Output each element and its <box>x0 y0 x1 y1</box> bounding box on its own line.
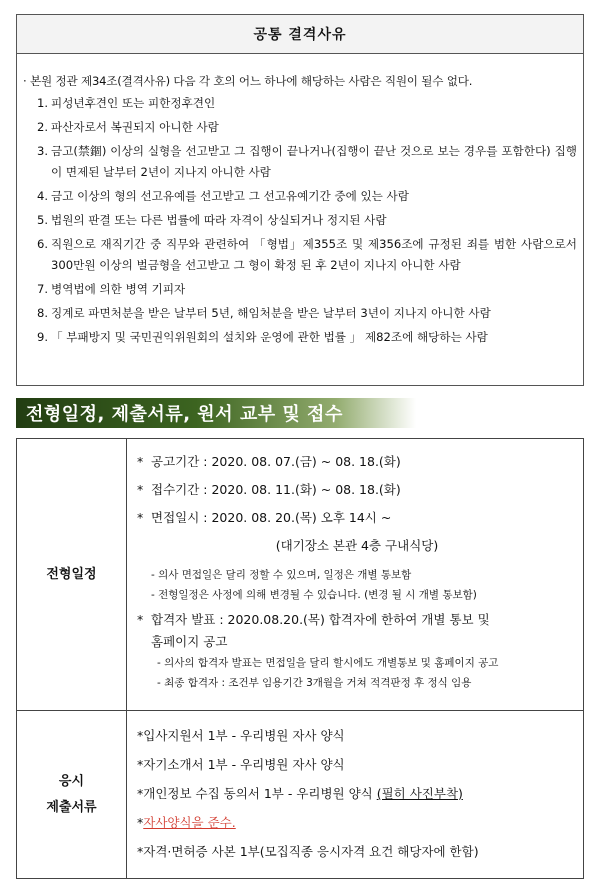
list-item: 6. 직원으로 재직기간 중 직무와 관련하여 「형법」제355조 및 제356조에 규정된 죄를 범한 사람으로서 300만원 이상의 벌금형을 선고받고 그 형이 확정 된 후 2년이 지나지 아니한 사람 <box>37 237 577 272</box>
documents-content <box>127 711 583 878</box>
schedule-note-doctor: - 의사 면접일은 달리 정할 수 있으며, 일정은 개별 통보함 <box>151 569 412 581</box>
list-item: 5. 법원의 판결 또는 다른 법률에 따라 자격이 상실되거나 정지된 사람 <box>37 213 387 227</box>
document-application: *입사지원서 1부 - 우리병원 자사 양식 <box>137 728 345 743</box>
documents-row <box>17 711 583 878</box>
list-item: 8. 징계로 파면처분을 받은 날부터 5년, 해임처분을 받은 날부터 3년이 지나지 아니한 사람 <box>37 306 491 320</box>
schedule-table <box>16 438 584 879</box>
disqualification-intro: · 본원 정관 제34조(결격사유) 다음 각 호의 어느 하나에 해당하는 사람은 직원이 될수 없다. <box>23 74 473 88</box>
schedule-content <box>127 439 583 710</box>
interview-place: (대기장소 본관 4층 구내식당) <box>275 538 439 553</box>
announcement-note-doctor: - 의사의 합격자 발표는 면접일을 달리 할시에도 개별통보 및 홈페이지 공고 <box>157 657 499 669</box>
document-form-notice: *자사양식을 준수. <box>137 815 236 830</box>
list-item: 3. 금고(禁錮) 이상의 실형을 선고받고 그 집행이 끝나거나(집행이 끝난 것으로 보는 경우를 포함한다) 집행이 면제된 날부터 2년이 지나지 아니한 사람 <box>37 144 577 179</box>
documents-label: 응시 제출서류 <box>17 711 127 878</box>
schedule-row <box>17 439 583 711</box>
announcement-cont: 홈페이지 공고 <box>151 634 228 649</box>
disqualification-title: 공통 결격사유 <box>17 15 583 54</box>
notice-period: * 공고기간 : 2020. 08. 07.(금) ~ 08. 18.(화) <box>137 454 401 469</box>
list-item: 2. 파산자로서 복권되지 아니한 사람 <box>37 120 219 134</box>
list-item: 1. 피성년후견인 또는 피한정후견인 <box>37 96 216 110</box>
photo-required-note: (필히 사진부착) <box>376 786 463 801</box>
document-self-intro: *자기소개서 1부 - 우리병원 자사 양식 <box>137 757 345 772</box>
schedule-label: 전형일정 <box>17 439 127 710</box>
document-license-copy: *자격·면허증 사본 1부(모집직종 응시자격 요건 해당자에 한함) <box>137 844 479 859</box>
receipt-period: * 접수기간 : 2020. 08. 11.(화) ~ 08. 18.(화) <box>137 482 401 497</box>
disqualification-list <box>37 93 577 351</box>
list-item: 9. 「 부패방지 및 국민권익위원회의 설치와 운영에 관한 법률 」 제82조에 해당하는 사람 <box>37 330 488 344</box>
disqualification-box <box>16 14 584 386</box>
document-privacy-consent: *개인정보 수집 동의서 1부 - 우리병원 양식 (필히 사진부착) <box>137 786 463 801</box>
section-banner: 전형일정, 제출서류, 원서 교부 및 접수 <box>16 398 416 428</box>
announcement: * 합격자 발표 : 2020.08.20.(목) 합격자에 한하여 개별 통보 및 <box>137 612 490 627</box>
announcement-note-final: - 최종 합격자 : 조건부 임용기간 3개월을 거쳐 적격판정 후 정식 임용 <box>157 677 472 689</box>
schedule-note-change: - 전형일정은 사정에 의해 변경될 수 있습니다. (변경 될 시 개별 통보함) <box>151 589 477 601</box>
list-item: 7. 병역법에 의한 병역 기피자 <box>37 282 186 296</box>
interview-datetime: * 면접일시 : 2020. 08. 20.(목) 오후 14시 ~ <box>137 510 392 525</box>
list-item: 4. 금고 이상의 형의 선고유예를 선고받고 그 선고유예기간 중에 있는 사람 <box>37 189 409 203</box>
